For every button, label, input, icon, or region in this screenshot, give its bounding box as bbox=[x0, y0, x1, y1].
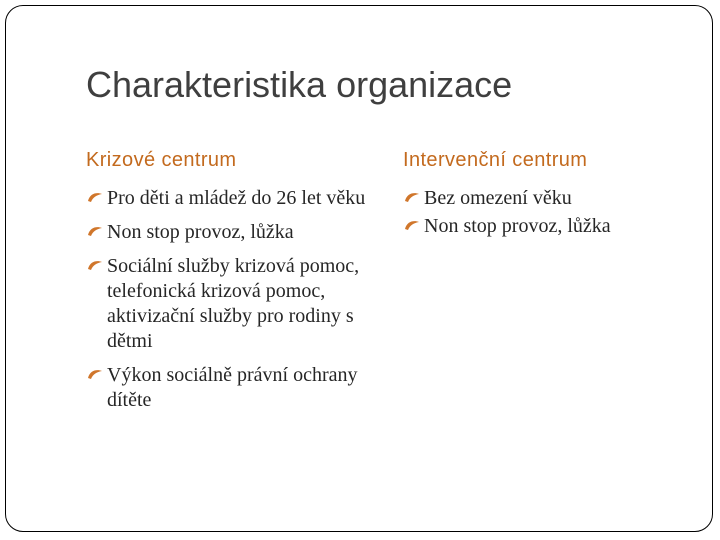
bullet-icon bbox=[86, 224, 104, 238]
list-item-text: Non stop provoz, lůžka bbox=[107, 221, 294, 243]
list-item-text: Bez omezení věku bbox=[424, 187, 572, 209]
bullet-icon bbox=[86, 258, 104, 272]
left-column bbox=[86, 149, 376, 422]
right-column bbox=[403, 149, 693, 242]
bullet-icon bbox=[403, 190, 421, 204]
list-item-text: Pro děti a mládež do 26 let věku bbox=[107, 187, 366, 209]
list-item bbox=[403, 186, 693, 211]
list-item-text: Sociální služby krizová pomoc, telefonická krizová pomoc, aktivizační služby pro rodiny s dětmi bbox=[107, 255, 360, 352]
list-item bbox=[86, 254, 376, 354]
list-item-text: Non stop provoz, lůžka bbox=[424, 215, 611, 237]
list-item bbox=[403, 214, 693, 239]
list-item bbox=[86, 186, 376, 211]
list-item bbox=[86, 220, 376, 245]
list-item-text: Výkon sociálně právní ochrany dítěte bbox=[107, 364, 358, 411]
slide-frame bbox=[5, 5, 713, 532]
bullet-icon bbox=[86, 190, 104, 204]
left-bullet-list bbox=[86, 186, 376, 413]
bullet-icon bbox=[403, 218, 421, 232]
left-column-heading: Krizové centrum bbox=[86, 149, 237, 171]
slide-title: Charakteristika organizace bbox=[86, 64, 513, 105]
right-bullet-list bbox=[403, 186, 693, 239]
list-item bbox=[86, 363, 376, 413]
bullet-icon bbox=[86, 367, 104, 381]
right-column-heading: Intervenční centrum bbox=[403, 149, 588, 171]
